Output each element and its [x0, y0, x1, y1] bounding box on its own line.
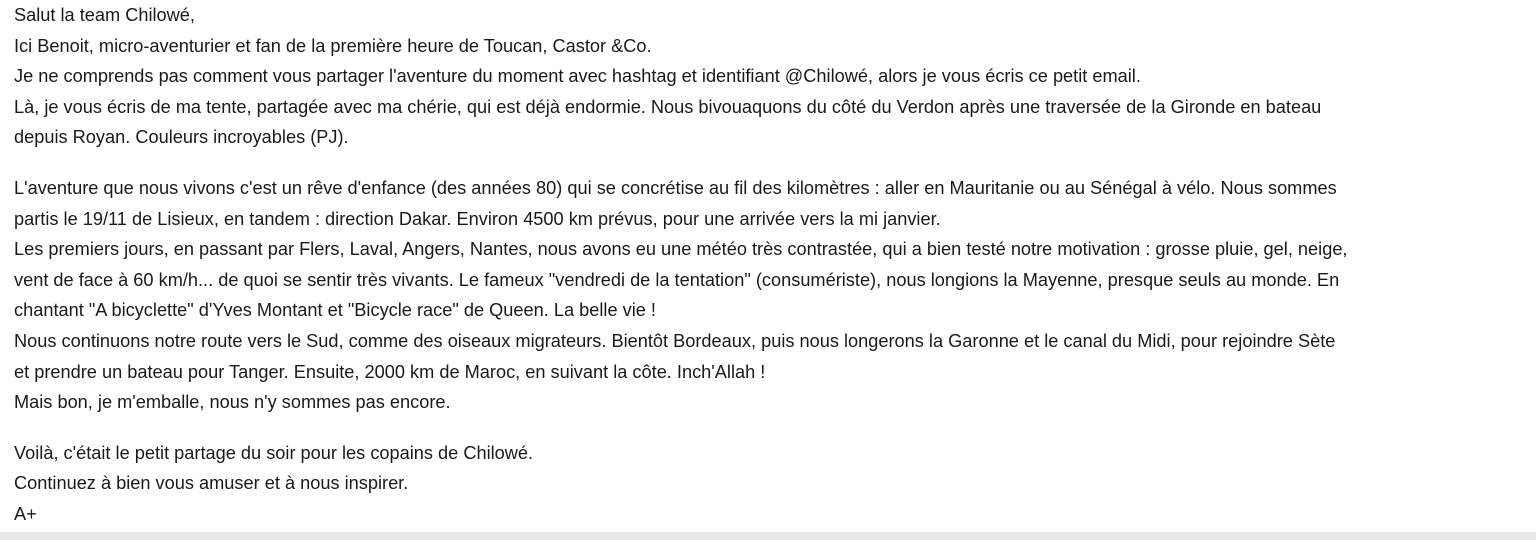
- text-line: Je ne comprends pas comment vous partager l'aventure du moment avec hashtag et identifiant @Chilowé, alors je vous écris ce petit email.: [14, 66, 1141, 87]
- text-line: vent de face à 60 km/h... de quoi se sentir très vivants. Le fameux "vendredi de la tentation" (consumériste), nous longions la Mayenne, presque seuls au monde. En: [14, 269, 1340, 290]
- text-line: depuis Royan. Couleurs incroyables (PJ).: [14, 127, 349, 148]
- text-line: Là, je vous écris de ma tente, partagée avec ma chérie, qui est déjà endormie. Nous bivouaquons du côté du Verdon après une traversée de la Gironde en bateau: [14, 96, 1322, 117]
- text-line: Les premiers jours, en passant par Flers, Laval, Angers, Nantes, nous avons eu une météo très contrastée, qui a bien testé notre motivation : grosse pluie, gel, neige,: [14, 239, 1348, 260]
- closing-paragraph: [14, 438, 1526, 530]
- paragraph-spacer: [14, 153, 1526, 173]
- text-line: partis le 19/11 de Lisieux, en tandem : direction Dakar. Environ 4500 km prévus, pour une arrivée vers la mi janvier.: [14, 208, 941, 229]
- text-line: Ici Benoit, micro-aventurier et fan de la première heure de Toucan, Castor &Co.: [14, 35, 652, 56]
- horizontal-scrollbar[interactable]: [0, 532, 1536, 540]
- text-line: et prendre un bateau pour Tanger. Ensuite, 2000 km de Maroc, en suivant la côte. Inch'Allah !: [14, 361, 766, 382]
- paragraph-spacer: [14, 418, 1526, 438]
- text-line: L'aventure que nous vivons c'est un rêve d'enfance (des années 80) qui se concrétise au fil des kilomètres : aller en Mauritanie ou au Sénégal à vélo. Nous sommes: [14, 177, 1337, 198]
- text-line: Voilà, c'était le petit partage du soir pour les copains de Chilowé.: [14, 442, 534, 463]
- signature-line: A+: [14, 503, 37, 524]
- text-line: Mais bon, je m'emballe, nous n'y sommes pas encore.: [14, 392, 451, 413]
- email-body: [14, 0, 1526, 540]
- story-paragraph: [14, 173, 1526, 418]
- text-line: chantant "A bicyclette" d'Yves Montant et "Bicycle race" de Queen. La belle vie !: [14, 300, 656, 321]
- greeting-paragraph: [14, 0, 1526, 153]
- greeting-line: Salut la team Chilowé,: [14, 5, 195, 25]
- text-line: Nous continuons notre route vers le Sud, comme des oiseaux migrateurs. Bientôt Bordeaux, puis nous longerons la Garonne et le canal du Midi, pour rejoindre Sète: [14, 330, 1336, 351]
- text-line: Continuez à bien vous amuser et à nous inspirer.: [14, 473, 409, 494]
